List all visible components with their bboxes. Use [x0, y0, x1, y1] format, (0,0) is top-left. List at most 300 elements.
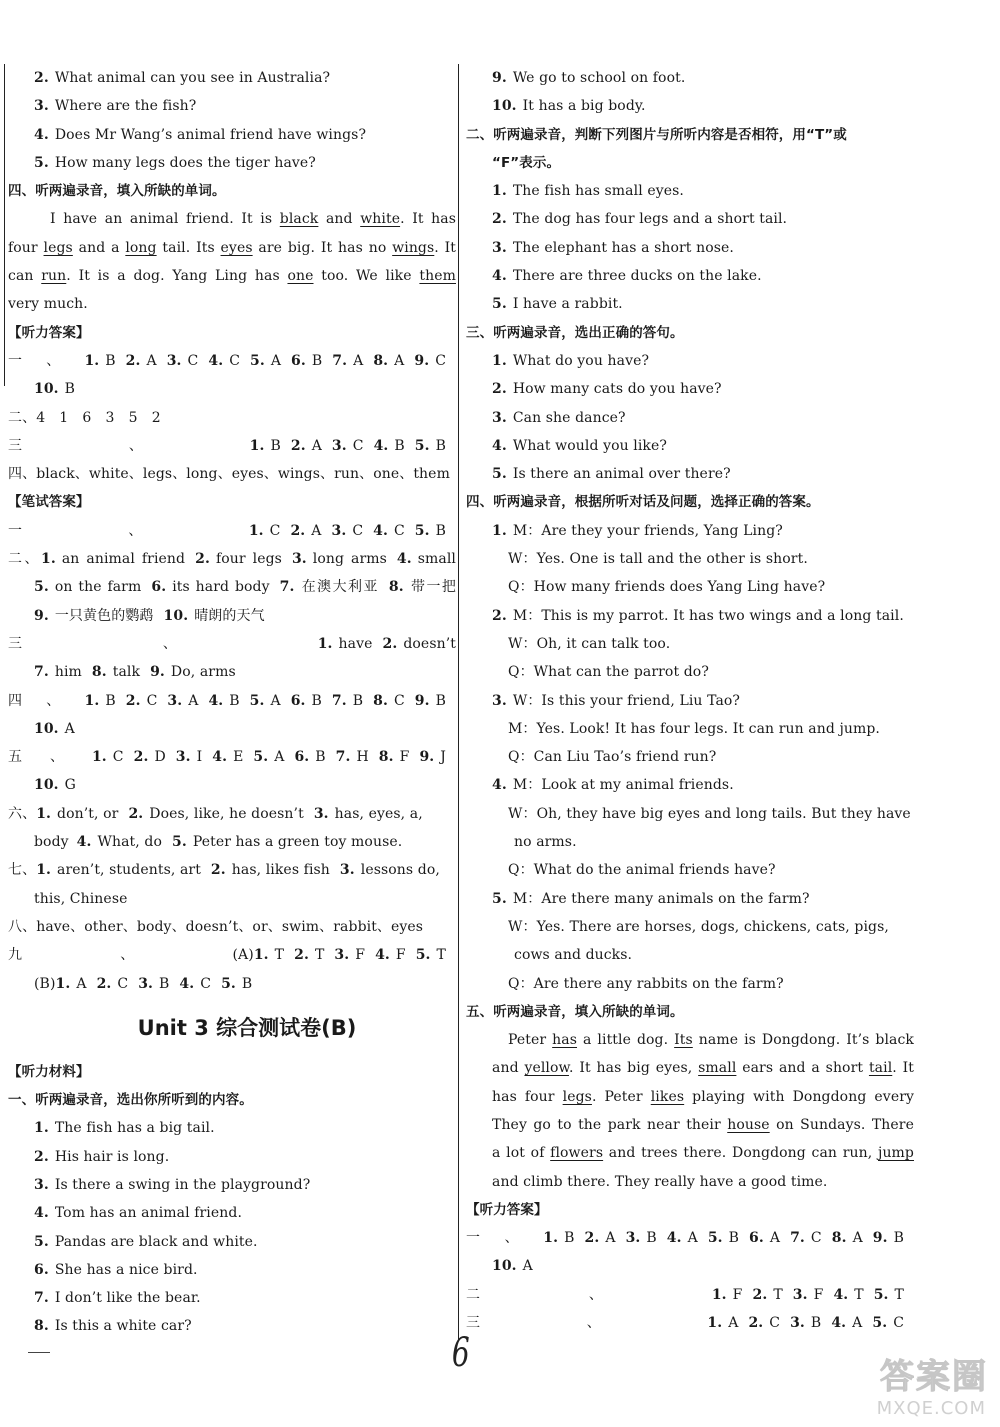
answer-value: C: [187, 352, 199, 369]
answer-number: 4.: [208, 692, 224, 709]
answer-number: 2.: [748, 1315, 764, 1332]
answer-item: [332, 438, 364, 454]
answer-value: its hard body: [172, 579, 270, 596]
answer-item: [250, 693, 281, 709]
answer-value: talk: [112, 664, 141, 681]
answer-value: C: [146, 692, 158, 709]
answer-number: 8.: [91, 664, 107, 681]
answer-item: [790, 1230, 822, 1246]
answer-line: [466, 1224, 914, 1252]
answer-line: [8, 658, 456, 686]
answer-value: aren’t, students, art: [57, 862, 201, 879]
item-text: M：This is my parrot. It has two wings and a long tail.: [512, 607, 904, 624]
answer-number: 7.: [335, 749, 351, 766]
numbered-item: [466, 687, 914, 715]
item-number: 5.: [492, 890, 507, 907]
numbered-item: [466, 517, 914, 545]
answer-value: H: [356, 749, 369, 766]
answer-value: Does, like, he doesn’t: [149, 805, 304, 822]
answer-item: [874, 1287, 904, 1303]
answer-item: [195, 551, 282, 567]
answer-item: [291, 693, 322, 709]
answer-item: [179, 976, 211, 992]
answer-item: [36, 806, 118, 822]
answer-number: 3.: [166, 352, 182, 369]
footer-dash: [28, 1352, 50, 1353]
answer-number: 9.: [414, 352, 430, 369]
cloze-line: [8, 234, 456, 262]
answer-value: A: [353, 352, 364, 369]
answer-number: 1.: [84, 352, 100, 369]
numbered-item: [8, 1228, 456, 1256]
answer-value: 在澳大利亚: [300, 579, 379, 596]
item-text: How many legs does the tiger have?: [54, 154, 316, 171]
answer-line: [8, 432, 456, 460]
blank-answer: eyes: [220, 239, 253, 256]
answer-item: [748, 1315, 780, 1331]
passage-text: tail. Its: [156, 239, 221, 256]
answer-number: 8.: [378, 749, 394, 766]
answer-value: C: [810, 1230, 822, 1247]
item-text: How many cats do you have?: [512, 381, 722, 398]
item-text: What animal can you see in Australia?: [54, 70, 331, 86]
answer-section-label: (B): [34, 975, 56, 992]
numbered-item: [8, 92, 456, 120]
section-heading: 【笔试答案】: [8, 494, 90, 511]
numbered-item: [8, 1199, 456, 1227]
item-number: 3.: [492, 239, 507, 256]
answer-value: four legs: [215, 551, 282, 568]
answer-item: [34, 579, 141, 595]
section-heading: 四、听两遍录音，根据所听对话及问题，选择正确的答案。: [466, 494, 820, 511]
answer-value: an animal friend: [61, 551, 186, 568]
answer-section-label: 一、: [8, 522, 249, 539]
answer-value: A: [522, 1258, 533, 1275]
cloze-line: [466, 1083, 914, 1111]
answer-number: 3.: [313, 805, 329, 822]
answer-value: B: [105, 352, 116, 369]
answer-number: 1.: [543, 1230, 559, 1247]
answer-value: F: [395, 947, 406, 964]
answer-value: A: [728, 1315, 739, 1332]
passage-text: . It: [892, 1060, 914, 1077]
blank-answer: Its: [674, 1032, 693, 1049]
blank-answer: them: [419, 268, 456, 285]
passage-text: are big. It has no: [252, 239, 393, 256]
answer-item: [873, 1230, 904, 1246]
numbered-item: [8, 1114, 456, 1142]
answer-number: 5.: [221, 975, 236, 992]
watermark-logo: [856, 1343, 996, 1423]
answer-number: 1.: [711, 1286, 727, 1303]
passage-text: can: [8, 268, 42, 285]
answer-number: 2.: [752, 1286, 768, 1303]
answer-number: 10.: [34, 777, 59, 794]
item-number: 4.: [492, 437, 507, 454]
answer-line: [8, 347, 456, 375]
answer-item: [375, 947, 406, 963]
answer-number: 3.: [339, 862, 355, 879]
answer-value: A: [852, 1230, 863, 1247]
answer-value: T: [894, 1286, 904, 1303]
answer-value: B: [435, 437, 446, 454]
answer-value: B: [728, 1230, 740, 1247]
answer-value: C: [435, 352, 446, 369]
numbered-item: [466, 177, 914, 205]
answer-item: [134, 749, 166, 765]
item-text: I don’t like the bear.: [54, 1290, 201, 1307]
item-number: 7.: [34, 1290, 49, 1307]
answer-item: [332, 353, 363, 369]
answer-value: A: [270, 692, 281, 709]
numbered-item: [466, 375, 914, 403]
blank-answer: black: [279, 211, 319, 228]
answer-item: [415, 523, 446, 539]
answer-number: 5.: [873, 1286, 889, 1303]
answer-number: 3.: [291, 551, 307, 568]
answer-item: [585, 1230, 616, 1246]
numbered-item: [466, 460, 914, 488]
answer-section-label: 四、: [8, 692, 85, 709]
answer-item: [292, 551, 387, 567]
answer-item: [167, 693, 198, 709]
answer-number: 5.: [872, 1315, 888, 1332]
answer-number: 6.: [290, 692, 306, 709]
answer-value: 一只黄色的鹦鹉: [54, 607, 154, 624]
item-number: 3.: [34, 1176, 49, 1193]
answer-value: A: [605, 1230, 616, 1247]
answer-line: [8, 375, 456, 403]
answer-item: [290, 523, 321, 539]
page-number: 6: [451, 1330, 470, 1376]
answer-item: [164, 608, 265, 624]
answer-number: 2.: [294, 947, 309, 964]
answer-number: 8.: [831, 1230, 847, 1247]
answer-value: A: [188, 692, 199, 709]
item-text: The dog has four legs and a short tail.: [512, 211, 788, 228]
answer-value: him: [54, 664, 82, 681]
answer-item: [34, 608, 154, 624]
answer-value: B: [311, 352, 323, 369]
answer-value: What, do: [97, 834, 162, 851]
text-line: Q：What do the animal friends have?: [508, 862, 776, 879]
text-line: Q：Are there any rabbits on the farm?: [508, 975, 784, 992]
answer-section-label: 三、: [8, 635, 318, 652]
item-text: Is this a white car?: [54, 1318, 192, 1335]
answer-number: 2.: [128, 805, 144, 822]
answer-item: [707, 1315, 738, 1331]
answer-item: [294, 947, 324, 963]
text-line: Q：What can the parrot do?: [508, 664, 709, 681]
numbered-item: [466, 92, 914, 120]
answer-number: 6.: [749, 1230, 764, 1247]
answer-line: [8, 970, 456, 998]
answer-value: I: [196, 749, 203, 766]
passage-text: They go to the park near their: [492, 1116, 728, 1133]
item-text: Is there a swing in the playground?: [54, 1176, 311, 1193]
answer-item: [373, 353, 404, 369]
numbered-item: [466, 205, 914, 233]
item-number: 1.: [492, 352, 507, 369]
item-number: 3.: [492, 409, 507, 426]
numbered-item: [466, 771, 914, 799]
item-text: M：Look at my animal friends.: [512, 777, 734, 794]
blank-answer: jump: [878, 1145, 914, 1162]
text-line: W：Yes. One is tall and the other is short.: [508, 551, 808, 568]
answer-item: [208, 353, 240, 369]
answer-number: 1.: [55, 975, 71, 992]
item-text: His hair is long.: [54, 1148, 170, 1165]
answer-number: 3.: [625, 1230, 641, 1247]
answer-item: [34, 381, 75, 397]
answer-section-label: 一、: [466, 1230, 544, 1247]
answer-value: B: [435, 522, 446, 539]
answer-item: [831, 1315, 862, 1331]
item-text: W：Is this your friend, Liu Tao?: [512, 692, 741, 709]
answer-value: F: [399, 749, 410, 766]
answer-item: [56, 976, 87, 992]
item-number: 4.: [34, 126, 49, 143]
answer-item: [291, 438, 322, 454]
text-line: W：Yes. There are horses, dogs, chickens, cats, pigs,: [508, 918, 889, 935]
answer-number: 8.: [373, 352, 389, 369]
answer-number: 3.: [792, 1286, 808, 1303]
column-divider: [458, 64, 459, 1340]
answer-line: [8, 743, 456, 771]
answer-item: [34, 721, 75, 737]
passage-text: on Sundays. There: [776, 1116, 914, 1133]
cloze-line: [466, 1111, 914, 1139]
answer-value: F: [355, 947, 366, 964]
passage-text: four: [8, 239, 44, 256]
numbered-item: [466, 602, 914, 630]
answer-number: 4.: [833, 1286, 849, 1303]
item-number: 4.: [34, 1205, 49, 1222]
item-text: I have a rabbit.: [512, 296, 623, 313]
item-number: 2.: [34, 70, 49, 86]
answer-number: 2.: [133, 749, 149, 766]
answer-item: [126, 353, 157, 369]
item-text: What would you like?: [512, 437, 668, 454]
answer-number: 9.: [419, 749, 435, 766]
answer-item: [212, 749, 243, 765]
answer-number: 6.: [151, 579, 167, 596]
cloze-line: [8, 262, 456, 290]
item-text: Where are the fish?: [54, 98, 197, 115]
item-text: M：Are there many animals on the farm?: [512, 890, 810, 907]
passage-text: and a: [72, 239, 126, 256]
answer-item: [92, 664, 140, 680]
answer-value: A: [852, 1315, 863, 1332]
item-number: 1.: [492, 522, 507, 539]
answer-item: [150, 664, 236, 680]
answer-value: A: [76, 975, 87, 992]
cloze-line: [466, 1139, 914, 1167]
section-heading: 【听力材料】: [8, 1063, 90, 1080]
answer-value: A: [146, 352, 157, 369]
answer-value: F: [732, 1286, 743, 1303]
item-number: 3.: [34, 98, 49, 115]
numbered-item: [8, 1143, 456, 1171]
text-line: and climb there. They really have a good time.: [492, 1173, 828, 1190]
answer-value: T: [773, 1286, 783, 1303]
answer-number: 3.: [175, 749, 191, 766]
answer-section-label: 一、: [8, 352, 85, 369]
answer-section-label: 七、: [8, 862, 37, 879]
blank-answer: wings: [392, 239, 435, 256]
blank-answer: yellow: [524, 1060, 569, 1077]
answer-value: C: [393, 522, 405, 539]
answer-value: B: [159, 975, 170, 992]
blank-answer: flowers: [550, 1145, 604, 1162]
answer-value: Peter has a green toy mouse.: [192, 834, 403, 851]
item-number: 2.: [34, 1148, 49, 1165]
answer-item: [833, 1287, 863, 1303]
text-line: Q：Can Liu Tao’s friend run?: [508, 749, 717, 766]
item-number: 1.: [34, 1120, 49, 1137]
answer-value: T: [274, 947, 285, 964]
answer-number: 2.: [195, 551, 210, 568]
item-text: M：Are they your friends, Yang Ling?: [512, 522, 783, 539]
section-heading: 一、听两遍录音，选出你所听到的内容。: [8, 1092, 253, 1109]
answer-item: [280, 579, 379, 595]
answer-number: 1.: [317, 635, 333, 652]
answer-value: T: [314, 947, 325, 964]
text-line: M：Yes. Look! It has four legs. It can run and jump.: [508, 720, 880, 737]
answer-item: [419, 749, 446, 765]
answer-value: on the farm: [54, 579, 142, 596]
answer-line: [466, 1252, 914, 1280]
answer-value: E: [233, 749, 244, 766]
numbered-item: [466, 64, 914, 92]
answer-item: [379, 749, 410, 765]
blank-answer: legs: [43, 239, 73, 256]
answer-value: J: [440, 749, 446, 766]
cloze-line: [466, 1026, 914, 1054]
answer-value: A: [687, 1230, 698, 1247]
answer-text: body: [34, 834, 69, 851]
answer-number: 1.: [91, 749, 107, 766]
answer-number: 7.: [331, 692, 347, 709]
section-heading: 五、听两遍录音，填入所缺的单词。: [466, 1003, 684, 1020]
numbered-item: [8, 1284, 456, 1312]
answer-item: [211, 862, 330, 878]
section-heading: 三、听两遍录音，选出正确的答句。: [466, 324, 684, 341]
answer-item: [712, 1287, 743, 1303]
answer-number: 1.: [36, 862, 52, 879]
answer-item: [172, 834, 402, 850]
answer-value: B: [315, 749, 326, 766]
passage-text: and: [318, 211, 361, 228]
blank-answer: one: [287, 268, 314, 285]
passage-text: . Peter: [591, 1088, 651, 1105]
text-line: W：Oh, they have big eyes and long tails. But they have: [508, 805, 911, 822]
answer-number: 4.: [212, 749, 228, 766]
answer-item: [318, 636, 373, 652]
answer-value: C: [352, 437, 364, 454]
answer-value: B: [893, 1230, 904, 1247]
answer-item: [126, 693, 158, 709]
answer-value: B: [564, 1230, 575, 1247]
answer-number: 4.: [396, 551, 412, 568]
passage-text: a little dog.: [577, 1032, 675, 1049]
watermark-text: 答案圈: [880, 1357, 988, 1397]
item-text: It has a big body.: [522, 98, 646, 115]
answer-number: 2.: [382, 635, 398, 652]
answer-item: [128, 806, 303, 822]
answer-number: 6.: [291, 352, 306, 369]
answer-item: [249, 523, 281, 539]
text-line: this, Chinese: [34, 890, 128, 907]
item-text: There are three ducks on the lake.: [512, 268, 762, 285]
cloze-line: [466, 1054, 914, 1082]
numbered-item: [8, 1171, 456, 1199]
answer-value: don’t, or: [57, 805, 119, 822]
answer-number: 5.: [249, 692, 265, 709]
answer-value: 带一把: [409, 579, 456, 596]
answer-item: [97, 976, 129, 992]
numbered-item: [8, 149, 456, 177]
answer-item: [708, 1230, 739, 1246]
answer-value: C: [352, 522, 364, 539]
answer-value: C: [769, 1315, 781, 1332]
item-number: 5.: [34, 1233, 49, 1250]
answer-item: [340, 862, 440, 878]
answer-item: [77, 834, 162, 850]
answer-line: [8, 771, 456, 799]
answer-item: [208, 693, 239, 709]
answer-item: [221, 976, 252, 992]
blank-answer: long: [125, 239, 157, 256]
answer-value: A: [270, 352, 282, 369]
answer-value: has, eyes, a,: [334, 805, 423, 822]
answer-line: [466, 1281, 914, 1309]
item-text: Can she dance?: [512, 409, 626, 426]
item-number: 8.: [34, 1318, 49, 1335]
answer-number: 2.: [125, 352, 141, 369]
text-line: cows and ducks.: [514, 947, 633, 964]
answer-section-label: 六、: [8, 805, 37, 822]
answer-value: B: [64, 381, 76, 398]
text-line: 二、4 1 6 3 5 2: [8, 409, 161, 426]
blank-answer: has: [552, 1032, 578, 1049]
numbered-item: [8, 64, 456, 92]
answer-number: 1.: [248, 522, 264, 539]
answer-item: [872, 1315, 904, 1331]
item-text: Does Mr Wang’s animal friend have wings?: [54, 126, 367, 143]
answer-value: C: [112, 749, 124, 766]
answer-section-label: 三、: [466, 1315, 708, 1332]
answer-section-label: 五、: [8, 749, 92, 766]
blank-answer: run: [41, 268, 67, 285]
answer-number: 8.: [388, 579, 404, 596]
left-column: [8, 64, 456, 1341]
answer-number: 4.: [373, 522, 388, 539]
answer-item: [543, 1230, 574, 1246]
answer-line: [8, 856, 456, 884]
answer-section-label: 九、(A): [8, 947, 254, 964]
numbered-item: [8, 1312, 456, 1340]
answer-number: 4.: [76, 834, 92, 851]
answer-value: B: [435, 692, 446, 709]
numbered-item: [466, 347, 914, 375]
answer-number: 10.: [34, 381, 59, 398]
item-number: 3.: [492, 692, 507, 709]
answer-number: 9.: [414, 692, 430, 709]
answer-item: [84, 353, 115, 369]
item-text: The fish has small eyes.: [512, 183, 684, 200]
answer-value: C: [229, 352, 240, 369]
